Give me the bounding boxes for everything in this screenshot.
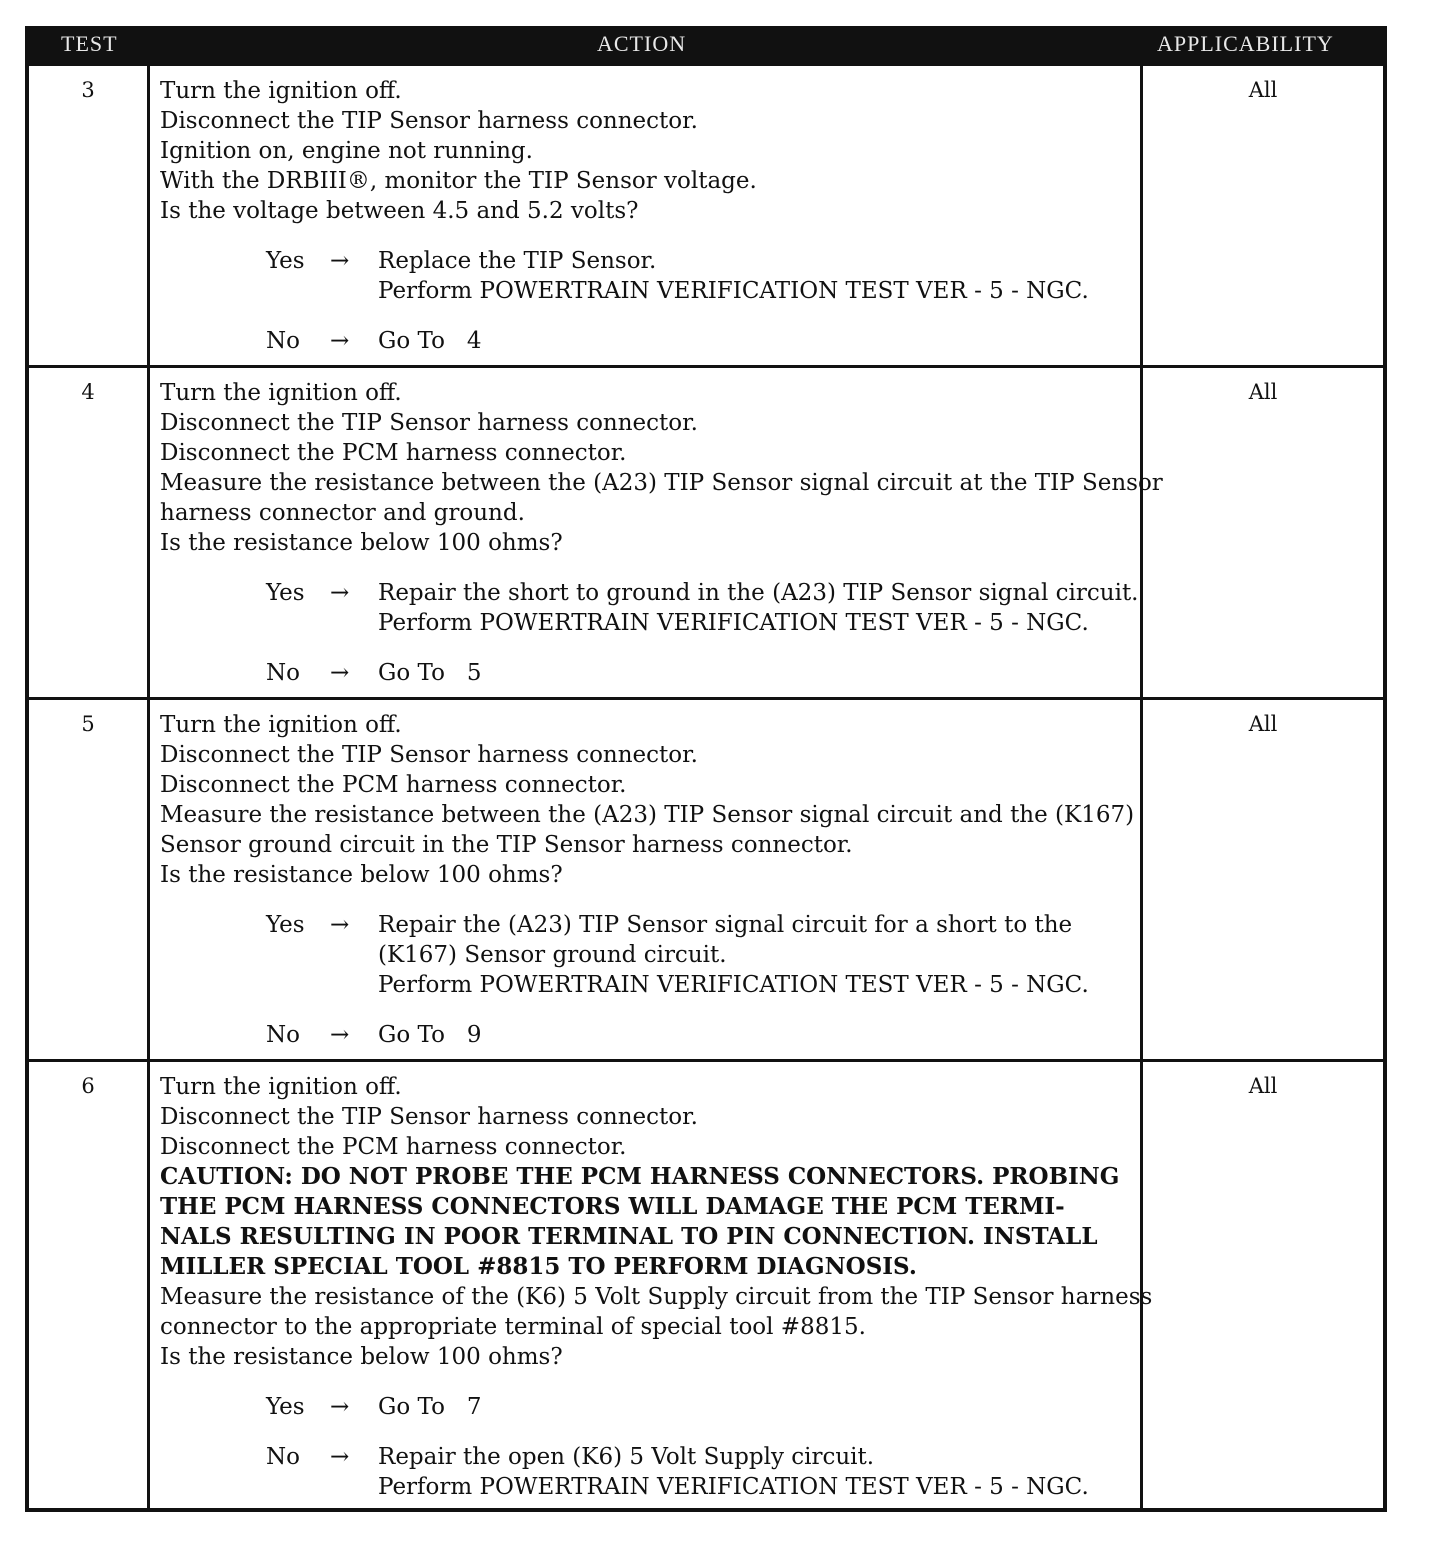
no-text: Go To 4 <box>378 328 482 354</box>
step-text: Disconnect the PCM harness connector. <box>160 440 627 466</box>
no-label: No <box>266 660 300 686</box>
yes-label: Yes <box>266 912 305 938</box>
step-text: Is the resistance below 100 ohms? <box>160 1344 563 1370</box>
test-number: 3 <box>29 66 150 365</box>
yes-text: Perform POWERTRAIN VERIFICATION TEST VER - 5 - NGC. <box>378 610 1089 636</box>
no-label: No <box>266 328 300 354</box>
header-action: ACTION <box>597 31 687 56</box>
yes-text: Perform POWERTRAIN VERIFICATION TEST VER - 5 - NGC. <box>378 278 1089 304</box>
action-cell <box>150 368 1163 697</box>
step-text: Turn the ignition off. <box>160 380 402 406</box>
step-text: Is the resistance below 100 ohms? <box>160 862 563 888</box>
step-text: Disconnect the PCM harness connector. <box>160 772 627 798</box>
step-text: Disconnect the TIP Sensor harness connector. <box>160 410 698 436</box>
yes-label: Yes <box>266 1394 305 1420</box>
yes-branch <box>160 1392 1132 1422</box>
no-label: No <box>266 1444 300 1470</box>
step-text: Sensor ground circuit in the TIP Sensor harness connector. <box>160 832 853 858</box>
step-text: Disconnect the TIP Sensor harness connector. <box>160 1104 698 1130</box>
yes-text: Replace the TIP Sensor. <box>378 248 657 274</box>
step-text: harness connector and ground. <box>160 500 525 526</box>
arrow-icon: → <box>330 328 350 354</box>
no-branch <box>160 1020 1132 1050</box>
no-branch <box>160 658 1132 688</box>
step-text: Is the voltage between 4.5 and 5.2 volts? <box>160 198 639 224</box>
applicability-cell: All <box>1140 66 1383 365</box>
step-text: Is the resistance below 100 ohms? <box>160 530 563 556</box>
table-row <box>29 368 1383 700</box>
action-cell <box>150 700 1140 1059</box>
step-text: Disconnect the TIP Sensor harness connector. <box>160 742 698 768</box>
caution-text: NALS RESULTING IN POOR TERMINAL TO PIN CONNECTION. INSTALL <box>160 1223 1098 1250</box>
step-text: Measure the resistance between the (A23) TIP Sensor signal circuit and the (K167) <box>160 802 1135 828</box>
yes-text: Repair the (A23) TIP Sensor signal circuit for a short to the <box>378 912 1073 938</box>
step-text: Turn the ignition off. <box>160 712 402 738</box>
arrow-icon: → <box>330 660 350 686</box>
action-cell <box>150 1062 1153 1512</box>
yes-branch <box>160 578 1139 638</box>
test-number: 5 <box>29 700 150 1059</box>
step-text: Ignition on, engine not running. <box>160 138 533 164</box>
no-label: No <box>266 1022 300 1048</box>
no-text: Go To 5 <box>378 660 482 686</box>
yes-label: Yes <box>266 580 305 606</box>
arrow-icon: → <box>330 580 350 606</box>
yes-branch <box>160 246 1132 306</box>
step-text: With the DRBIII®, monitor the TIP Sensor voltage. <box>160 168 757 194</box>
action-cell <box>150 66 1140 365</box>
arrow-icon: → <box>330 248 350 274</box>
caution-text: THE PCM HARNESS CONNECTORS WILL DAMAGE THE PCM TERMI- <box>160 1193 1065 1220</box>
arrow-icon: → <box>330 912 350 938</box>
arrow-icon: → <box>330 1444 350 1470</box>
yes-text: Perform POWERTRAIN VERIFICATION TEST VER - 5 - NGC. <box>378 972 1089 998</box>
table-row <box>29 700 1383 1062</box>
no-branch <box>160 326 1132 356</box>
caution-text: CAUTION: DO NOT PROBE THE PCM HARNESS CONNECTORS. PROBING <box>160 1163 1120 1190</box>
step-text: Measure the resistance of the (K6) 5 Volt Supply circuit from the TIP Sensor harness <box>160 1284 1153 1310</box>
step-text: Disconnect the PCM harness connector. <box>160 1134 627 1160</box>
applicability-cell: All <box>1140 1062 1383 1512</box>
header-applicability: APPLICABILITY <box>1157 31 1334 56</box>
arrow-icon: → <box>330 1394 350 1420</box>
no-branch <box>160 1442 1132 1502</box>
step-text: Measure the resistance between the (A23) TIP Sensor signal circuit at the TIP Sensor <box>160 470 1163 496</box>
yes-text: (K167) Sensor ground circuit. <box>378 942 727 968</box>
yes-text: Repair the short to ground in the (A23) TIP Sensor signal circuit. <box>378 580 1139 606</box>
yes-branch <box>160 910 1132 1000</box>
step-text: Turn the ignition off. <box>160 78 402 104</box>
yes-label: Yes <box>266 248 305 274</box>
no-text: Repair the open (K6) 5 Volt Supply circuit. <box>378 1444 875 1470</box>
test-number: 4 <box>29 368 150 697</box>
step-text: Disconnect the TIP Sensor harness connector. <box>160 108 698 134</box>
table-row <box>29 1062 1383 1512</box>
table-header <box>29 26 1383 66</box>
no-text: Go To 9 <box>378 1022 482 1048</box>
step-text: connector to the appropriate terminal of special tool #8815. <box>160 1314 866 1340</box>
caution-text: MILLER SPECIAL TOOL #8815 TO PERFORM DIAGNOSIS. <box>160 1253 917 1280</box>
table-row <box>29 66 1383 368</box>
header-test: TEST <box>61 31 118 56</box>
step-text: Turn the ignition off. <box>160 1074 402 1100</box>
applicability-cell: All <box>1140 368 1383 697</box>
diagnostic-table <box>25 26 1387 1512</box>
yes-text: Go To 7 <box>378 1394 482 1420</box>
applicability-cell: All <box>1140 700 1383 1059</box>
arrow-icon: → <box>330 1022 350 1048</box>
test-number: 6 <box>29 1062 150 1512</box>
no-text: Perform POWERTRAIN VERIFICATION TEST VER - 5 - NGC. <box>378 1474 1089 1500</box>
